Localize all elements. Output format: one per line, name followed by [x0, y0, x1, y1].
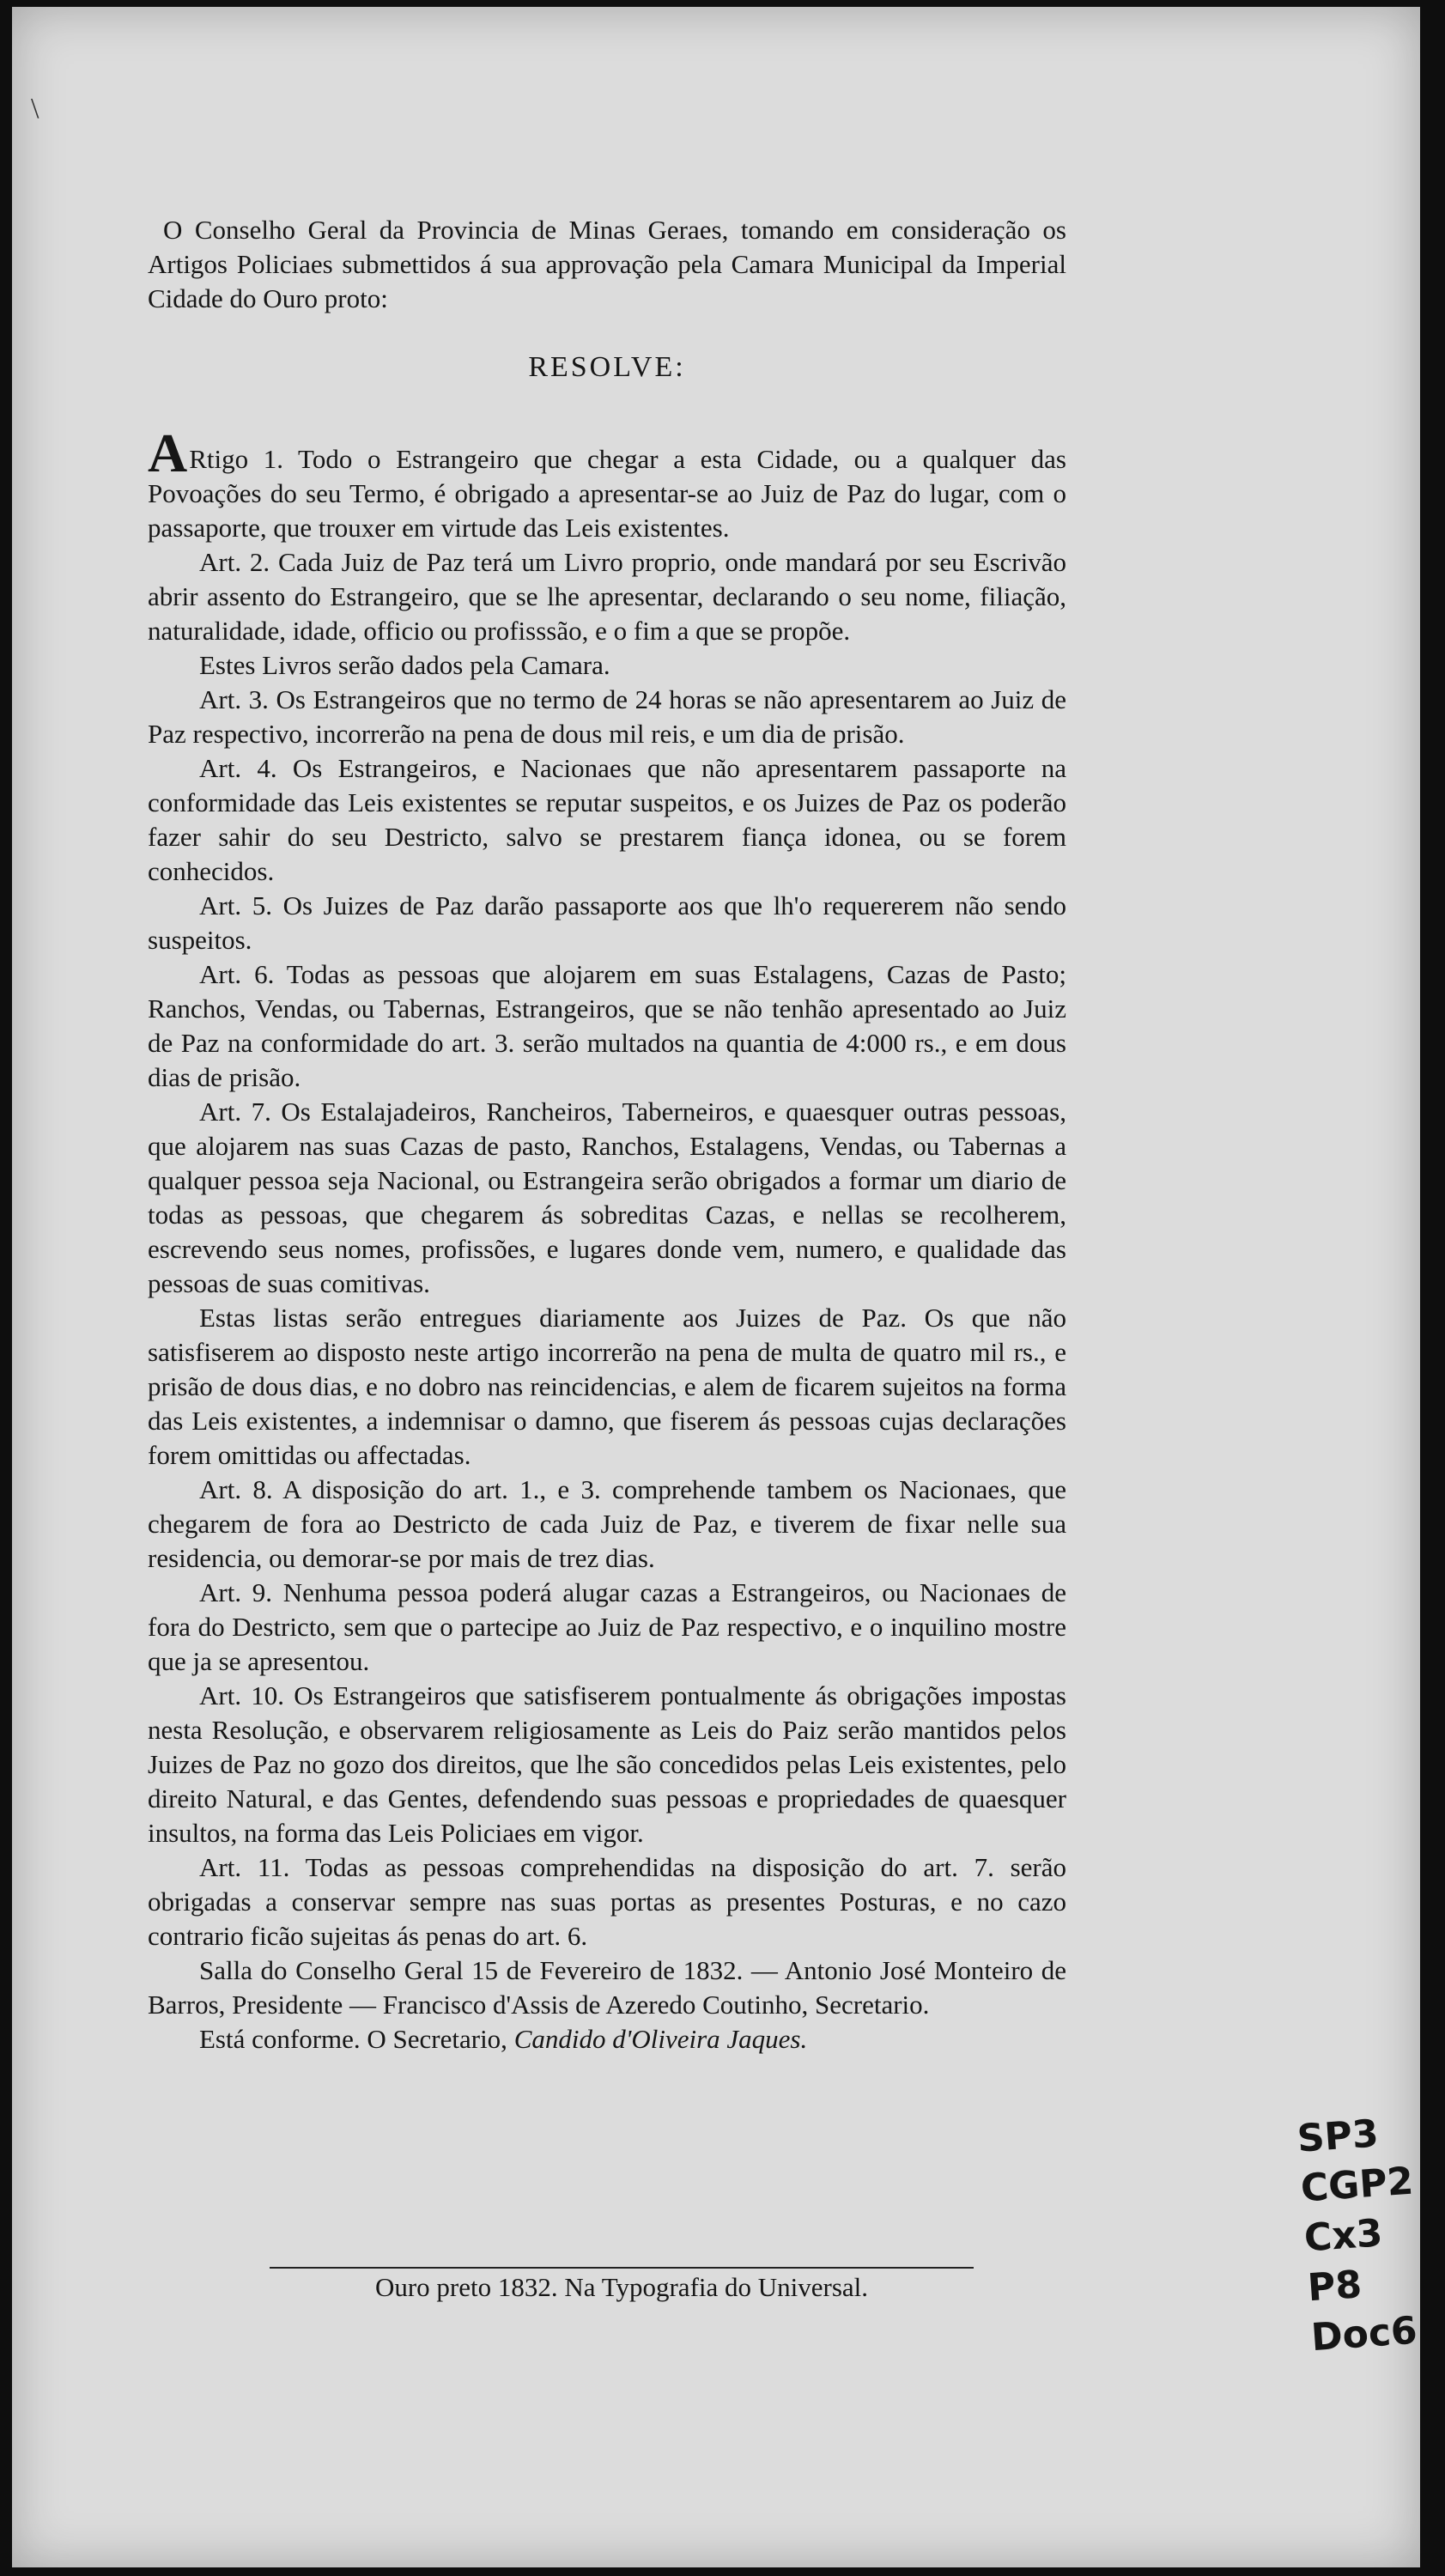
article-8: Art. 8. A disposição do art. 1., e 3. comprehende tambem os Nacionaes, que chegarem de fora ao Destricto de cada Juiz de Paz, e tiverem de fixar nelle sua residencia, ou demorar-se por mais de trez dias. [148, 1474, 1066, 1573]
article-7-lists: Estas listas serão entregues diariamente aos Juizes de Paz. Os que não satisfiserem ao disposto neste artigo incorrerão na pena de multa de quatro mil rs., e prisão de dous dias, e no dobro nas reincidencias, e alem de ficarem sujeitos na forma das Leis existentes, a indemnisar o damno, que fiserem ás pessoas cujas declarações forem omittidas ou affectadas. [148, 1303, 1066, 1470]
secretary-signature: Candido d'Oliveira Jaques. [513, 2024, 808, 2054]
article-1 [148, 422, 1066, 545]
article-11: Art. 11. Todas as pessoas comprehendidas na disposição do art. 7. serão obrigadas a conservar sempre nas suas portas as presentes Posturas, e no cazo contrario ficão sujeitas ás penas do art. 6. [148, 1852, 1066, 1951]
annotation-cgp: CGP2 [1299, 2159, 1415, 2211]
imprint-line: Ouro preto 1832. Na Typografia do Universal. [374, 2272, 869, 2302]
document-body [148, 213, 1066, 2057]
conformity-line [148, 2022, 1066, 2057]
margin-mark: \ [31, 93, 39, 125]
document-sheet [12, 7, 1420, 2567]
annotation-doc: Doc6 [1309, 2308, 1419, 2360]
article-5: Art. 5. Os Juizes de Paz darão passaporte aos que lh'o requererem não sendo suspeitos. [148, 890, 1066, 955]
annotation-p: P8 [1306, 2263, 1363, 2311]
article-3: Art. 3. Os Estrangeiros que no termo de 24 horas se não apresentarem ao Juiz de Paz respectivo, incorrerão na pena de dous mil reis, e um dia de prisão. [148, 684, 1066, 749]
conformity-prefix: Está conforme. O Secretario, [199, 2024, 507, 2054]
divider-rule [270, 2267, 974, 2269]
article-2-note: Estes Livros serão dados pela Camara. [199, 650, 610, 680]
resolve-heading: RESOLVE: [528, 351, 686, 383]
annotation-cx: Cx3 [1302, 2211, 1384, 2261]
article-7: Art. 7. Os Estalajadeiros, Rancheiros, Taberneiros, e quaesquer outras pessoas, que alojarem nas suas Cazas de pasto, Ranchos, Estalagens, Vendas, ou Tabernas a qualquer pessoa seja Nacional, ou Estrangeira serão obrigados a formar um diario de todas as pessoas, que chegarem ás sobreditas Cazas, e nellas se recolherem, escrevendo seus nomes, profissões, e lugares donde vem, numero, e qualidade das pessoas de suas comitivas. [148, 1097, 1066, 1298]
annotation-sp: SP3 [1296, 2111, 1381, 2161]
article-10: Art. 10. Os Estrangeiros que satisfiserem pontualmente ás obrigações impostas nesta Resolução, e observarem religiosamente as Leis do Paiz serão mantidos pelos Juizes de Paz no gozo dos direitos, que lhe são concedidos pelas Leis existentes, pelo direito Natural, e das Gentes, defendendo suas pessoas e propriedades de quaesquer insultos, na forma das Leis Policiaes em vigor. [148, 1680, 1066, 1848]
article-9: Art. 9. Nenhuma pessoa poderá alugar cazas a Estrangeiros, ou Nacionaes de fora do Destricto, sem que o partecipe ao Juiz de Paz respectivo, e o inquilino mostre que ja se apresentou. [148, 1577, 1066, 1676]
article-6: Art. 6. Todas as pessoas que alojarem em suas Estalagens, Cazas de Pasto; Ranchos, Vendas, ou Tabernas, Estrangeiros, que se não tenhão apresentado ao Juiz de Paz na conformidade do art. 3. serão multados na quantia de 4:000 rs., e em dous dias de prisão. [148, 959, 1066, 1092]
drop-cap: A [148, 422, 188, 483]
intro-paragraph: O Conselho Geral da Provincia de Minas Geraes, tomando em consideração os Artigos Policiaes submettidos á sua approvação pela Camara Municipal da Imperial Cidade do Ouro proto: [148, 215, 1066, 313]
article-1-text: Rtigo 1. Todo o Estrangeiro que chegar a esta Cidade, ou a qualquer das Povoações do seu Termo, é obrigado a apresentar-se ao Juiz de Paz do lugar, com o passaporte, que trouxer em virtude das Leis existentes. [148, 444, 1066, 543]
article-4: Art. 4. Os Estrangeiros, e Nacionaes que não apresentarem passaporte na conformidade das Leis existentes se reputar suspeitos, e os Juizes de Paz os poderão fazer sahir do seu Destricto, salvo se prestarem fiança idonea, ou se forem conhecidos. [148, 753, 1066, 886]
article-2: Art. 2. Cada Juiz de Paz terá um Livro proprio, onde mandará por seu Escrivão abrir assento do Estrangeiro, que se lhe apresentar, declarando o seu nome, filiação, naturalidade, idade, officio ou profisssão, e o fim a que se propõe. [148, 547, 1066, 646]
archive-annotations [1296, 2107, 1424, 2363]
signing-statement: Salla do Conselho Geral 15 de Fevereiro de 1832. — Antonio José Monteiro de Barros, Presidente — Francisco d'Assis de Azeredo Coutinho, Secretario. [148, 1955, 1066, 2020]
